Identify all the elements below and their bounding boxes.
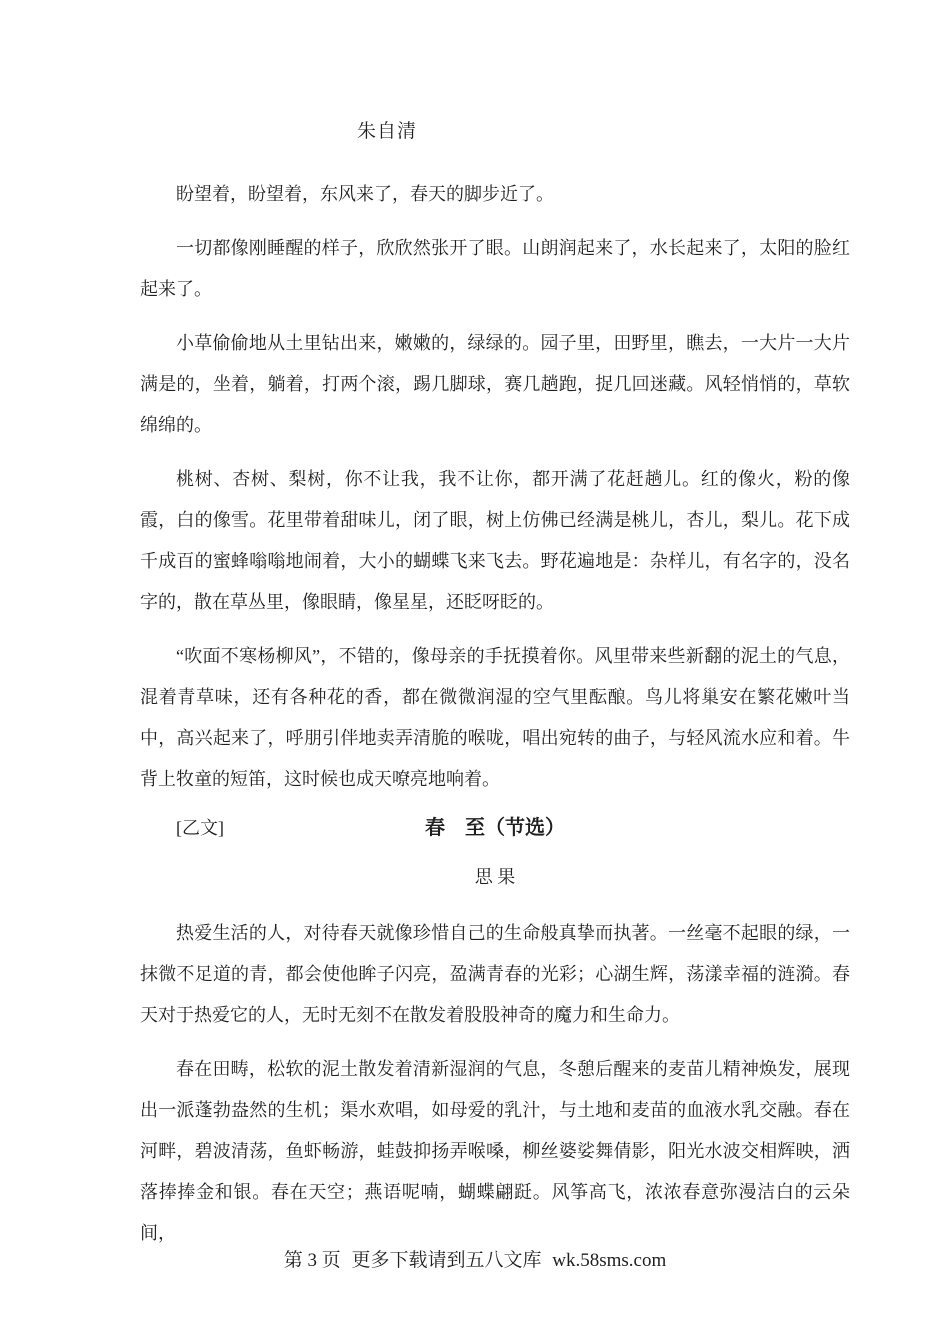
jiawen-paragraph: 盼望着，盼望着，东风来了，春天的脚步近了。 [176,184,554,204]
download-promo-text: 更多下载请到五八文库 [351,1250,542,1271]
page-number-label: 第 3 页 [283,1250,341,1271]
author-name-yiwen: 思 果 [474,867,516,887]
jiawen-paragraph: 一切都像刚睡醒的样子，欣欣然张开了眼。山朗润起来了，水长起来了，太阳的脸红起来了。 [140,238,850,299]
author-name-jiawen: 朱自清 [357,121,418,142]
jiawen-paragraph: “吹面不寒杨柳风”，不错的，像母亲的手抚摸着你。风里带来些新翻的泥土的气息，混着青草味，还有各种花的香，都在微微润湿的空气里酝酿。鸟儿将巢安在繁花嫩叶当中，高兴起来了，呼朋引伴地卖弄清脆的喉咙，唱出宛转的曲子，与轻风流水应和着。牛背上牧童的短笛，这时候也成天嘹亮地响着。 [140,646,850,789]
yiwen-section-label: [乙文] [176,818,224,838]
yiwen-paragraph: 热爱生活的人，对待春天就像珍惜自己的生命般真挚而执著。一丝毫不起眼的绿，一抹微不足道的青，都会使他眸子闪亮，盈满青春的光彩；心湖生辉，荡漾幸福的涟漪。春天对于热爱它的人，无时无刻不在散发着股股神奇的魔力和生命力。 [140,923,850,1025]
yiwen-section-title: 春 至（节选） [425,817,565,839]
yiwen-paragraph: 春在田畴，松软的泥土散发着清新湿润的气息，冬憩后醒来的麦苗儿精神焕发，展现出一派蓬勃盎然的生机；渠水欢唱，如母爱的乳汁，与土地和麦苗的血液水乳交融。春在河畔，碧波清荡，鱼虾畅游，蛙鼓抑扬弄喉嗓，柳丝婆娑舞倩影，阳光水波交相辉映，洒落捧捧金和银。春在天空；燕语呢喃，蝴蝶翩跹。风筝高飞，浓浓春意弥漫洁白的云朵间， [140,1059,850,1243]
yiwen-heading [140,813,850,843]
jiawen-paragraph: 小草偷偷地从土里钻出来，嫩嫩的，绿绿的。园子里，田野里，瞧去，一大片一大片满是的，坐着，躺着，打两个滚，踢几脚球，赛几趟跑，捉几回迷藏。风轻悄悄的，草软绵绵的。 [140,333,850,435]
yiwen-paragraphs [140,913,850,1254]
download-site-text: wk.58sms.com [552,1250,667,1271]
page-footer [0,1245,950,1272]
jiawen-paragraph: 桃树、杏树、梨树，你不让我，我不让你，都开满了花赶趟儿。红的像火，粉的像霞，白的像雪。花里带着甜味儿，闭了眼，树上仿佛已经满是桃儿，杏儿，梨儿。花下成千成百的蜜蜂嗡嗡地闹着，大小的蝴蝶飞来飞去。野花遍地是：杂样儿，有名字的，没名字的，散在草丛里，像眼睛，像星星，还眨呀眨的。 [140,469,850,612]
document-content [140,118,850,1267]
jiawen-paragraphs [140,174,850,800]
